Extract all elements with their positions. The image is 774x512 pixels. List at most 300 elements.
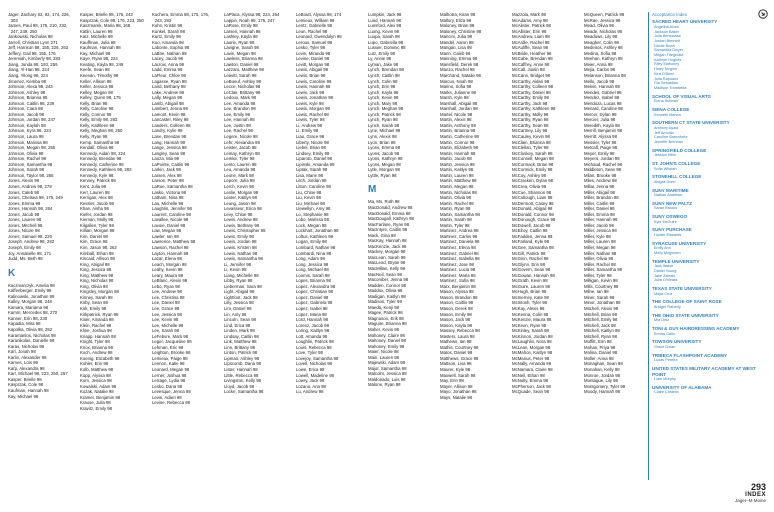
- index-entry: Mendoza, Lucas 98: [584, 100, 622, 106]
- index-entry: Kiser, Amanda 98: [80, 317, 114, 323]
- college-group: [652, 174, 764, 184]
- index-entry: Lombardi, Nina 98: [296, 250, 332, 256]
- index-entry: Johnson, Ashley 98: [8, 89, 46, 95]
- index-entry: James, Paul 98, 175, 210, 232, 247, 249, 250: [8, 23, 68, 34]
- index-entry: Martinez, Gabriel 98: [440, 250, 479, 256]
- index-entry: Louis, Rebecca 98: [296, 344, 332, 350]
- index-entry: Lind, Erica 98: [224, 322, 251, 328]
- index-entry: Martinez, Jose 98: [440, 261, 474, 267]
- college-name: SCHOOL OF VISUAL ARTS: [652, 93, 711, 99]
- index-entry: Levin, Miranda 98: [296, 50, 331, 56]
- index-entry: Lyons, Emma 98: [368, 145, 401, 151]
- index-entry: Levitt, Morgan 98: [296, 61, 330, 67]
- index-entry: Meredith, Kayla 98: [584, 122, 620, 128]
- index-entry: Lewis, Caroline 98: [296, 78, 332, 84]
- index-entry: King, Matthew 98: [80, 272, 114, 278]
- index-entry: LeSage, Lydia 98: [152, 378, 186, 384]
- index-entry: Lopez, Daniel 98: [296, 294, 329, 300]
- college-name: TONI & GUY HAIRDRESSING ACADEMY: [652, 326, 740, 332]
- index-entry: Kohler, Erin 98: [80, 361, 109, 367]
- index-entry: Mandel, Aaron 98: [440, 39, 474, 45]
- college-group: [652, 94, 764, 104]
- index-entry: Martin, Olivia 98: [440, 195, 472, 201]
- index-entry: Leavitt, Sarah 98: [224, 73, 257, 79]
- college-name: SPRINGFIELD COLLEGE: [652, 147, 707, 153]
- index-entry: Kirkpatrick, Ryan 98: [80, 311, 119, 317]
- index-entry: Ly, Annie 98: [368, 56, 392, 62]
- student-name: Lucas Pereira: [654, 358, 678, 363]
- index-entry: Lane, Brendan 98: [152, 134, 187, 140]
- index-entry: Johnson, Sarah 98: [8, 167, 45, 173]
- index-entry: Maloney, Christine 98: [440, 28, 482, 34]
- index-entry: Lewis, Samantha 98: [224, 256, 263, 262]
- index-entry: Molina, Daniel 98: [584, 350, 618, 356]
- index-entry: Lloyd, Jacob 98: [224, 383, 255, 389]
- student-name: Madison Trombetta: [654, 85, 687, 90]
- index-entry: Kennedy, Brendan 98: [80, 156, 122, 162]
- index-entry: McCaffrey, Anne 98: [512, 61, 550, 67]
- index-entry: Judd, Ms. Beth 98: [8, 256, 43, 262]
- index-entry: Larkin, Jack 98: [152, 167, 181, 173]
- index-entry: Karamanlos, Nicholas 98: [8, 332, 56, 338]
- index-entry: Lewis, Jonathan 98: [296, 95, 334, 101]
- index-entry: Jiang, Yilong 98, 224: [8, 73, 48, 79]
- index-entry: Lopes, Brianna 98: [296, 278, 331, 284]
- index-entry: Kalinowski, Jonathan 98: [8, 293, 55, 299]
- index-entry: Marcus, Noah 98: [440, 78, 473, 84]
- index-entry: Martin, Ryan 98: [440, 206, 471, 212]
- index-entry: Karanikolas, Danielle 98: [8, 338, 55, 344]
- index-entry: Lewis, Emily 98: [224, 233, 254, 239]
- index-entry: Li, Emily 98: [296, 128, 319, 134]
- index-entry: Maloney, Brian 98: [440, 23, 475, 29]
- index-entry: Malone, Ryan 98: [368, 382, 401, 388]
- index-entry: Klein, Rachel 98: [80, 322, 112, 328]
- index-entry: Michaud, Rachel 98: [584, 161, 622, 167]
- index-entry: Lorenz, Jacob 98: [296, 322, 329, 328]
- index-entry: Lee, Amanda 98: [224, 100, 256, 106]
- index-entry: Lunsford, Alex 98: [368, 23, 402, 29]
- index-entry: Johnson, Laura 98: [8, 134, 44, 140]
- index-entry: Merrill, Benjamin 98: [584, 128, 622, 134]
- index-entry: Jones, Caleb 98: [8, 189, 40, 195]
- index-entry: Lewis, Rachel 98: [296, 111, 329, 117]
- college-name: THE OHIO STATE UNIVERSITY: [652, 312, 719, 318]
- index-entry: Jarrell, Christian Lynn 271: [8, 39, 58, 45]
- index-entry: Koch, Andrew 98: [80, 350, 113, 356]
- index-entry: Melvin, Hannah 98: [584, 84, 620, 90]
- index-entry: McKenzie, Maura 98: [512, 317, 552, 323]
- index-entry: Lewis, Christopher 98: [224, 228, 266, 234]
- index-entry: Kim, Jason 98, 262: [80, 244, 117, 250]
- student-name: Kenneth Mahon: [654, 112, 681, 117]
- index-entry: Mason, Caitlin 98: [440, 300, 474, 306]
- index-entry: King, Olivia 98: [80, 283, 108, 289]
- index-entry: Litton, Caroline 98: [296, 183, 331, 189]
- index-entry: MacDougall, Kathryn 98: [368, 216, 414, 222]
- index-entry: Martinez, Maria 98: [440, 272, 476, 278]
- index-entry: Lee, Justin 98: [224, 122, 251, 128]
- student-name: Kira O'Brien: [654, 71, 675, 76]
- index-entry: Johnson, Brianna 98: [8, 95, 48, 101]
- student-name: Julia O'Meara: [654, 278, 678, 283]
- student-name: Kyle McGuire: [654, 219, 677, 224]
- index-entry: Lin, Amy 98: [224, 311, 247, 317]
- index-entry: Lecce, Nicholas 98: [224, 84, 261, 90]
- index-entry: Luong, Kevin 98: [368, 28, 400, 34]
- index-entry: Kiefer, Jordan 98: [80, 211, 113, 217]
- index-entry: Laurie, Ryan 98: [224, 39, 255, 45]
- index-entry: Lopez, Isabel 98: [296, 305, 328, 311]
- index-entry: Labonte, Sophia 98: [152, 45, 190, 51]
- index-entry: McCabe, Brendan 98: [512, 56, 553, 62]
- student-name: Hunter Edwards: [654, 233, 682, 238]
- index-entry: Jones, Hannah 98, 264: [8, 206, 53, 212]
- index-entry: Johnson, Kaylah 98: [8, 122, 46, 128]
- index-entry: Lawler, Ian 98: [152, 233, 179, 239]
- index-entry: McQuade, Sean 98: [512, 389, 550, 395]
- college-name: THE COLLEGE OF SAINT ROSE: [652, 299, 722, 305]
- index-entry: Katlin, Lauren 98: [80, 28, 113, 34]
- index-entry: Miller, Rachel 98: [584, 261, 616, 267]
- index-entry: McDowell, Jacob 98: [512, 222, 551, 228]
- index-entry: Martin, Catherine 98: [440, 134, 479, 140]
- index-entry: McAdams, Amy 98: [512, 17, 548, 23]
- index-entry: Monroe, Jordan 98: [584, 372, 621, 378]
- student-name: Bridget Flaherty: [654, 305, 681, 310]
- index-entry: McDonald, Abigail 98: [512, 206, 553, 212]
- index-entry: McKinnon, Jordan 98: [512, 333, 553, 339]
- index-entry: Lyons, Megan 98: [368, 161, 401, 167]
- index-entry: Lytle, Morgan 98: [368, 167, 400, 173]
- index-entry: Kelly, Kathleen 98: [80, 122, 115, 128]
- index-entry: Lepore, Julia 98: [224, 178, 255, 184]
- student-name: Liam Murphy: [654, 377, 676, 382]
- index-entry: Mitchell, Brian 98: [584, 311, 617, 317]
- index-entry: Monahan, Kelly 98: [584, 367, 620, 372]
- index-entry: Leger, Jacqueline 98: [152, 339, 192, 345]
- college-group: [652, 299, 764, 309]
- index-entry: Lobo, Marissa 98: [296, 217, 329, 223]
- index-entry: Maeda, Kenji 98: [368, 304, 400, 310]
- index-entry: Lewis, Jack 98: [296, 89, 325, 95]
- index-entry: LaPointe, Caitlin 98: [152, 161, 190, 167]
- index-column: [584, 12, 650, 482]
- index-entry: Mason, Brandon 98: [440, 294, 478, 300]
- index-entry: Jones, Alexis 98: [8, 178, 40, 184]
- index-entry: Jeremiah, Kimberly 98, 283: [8, 56, 61, 62]
- index-entry: Johnson, Caitlin 98, 239: [8, 100, 55, 106]
- index-entry: Martin, Connor 98: [440, 139, 475, 145]
- index-entry: MacIntyre, Caitlin 98: [368, 227, 408, 233]
- index-entry: LeBoeuf, Ashley 98: [224, 78, 262, 84]
- index-entry: McCarthy, Aidan 98: [512, 78, 550, 84]
- student-name: Abigail Dunn: [654, 179, 676, 184]
- student-name: Daniel Young: [654, 269, 677, 274]
- index-entry: Liparoto, Daniel 98: [296, 156, 333, 162]
- college-name: SUNY NEW PALTZ: [652, 200, 693, 206]
- student-name: Nathan Andrews: [654, 193, 682, 198]
- college-name: SOUTHERN CT STATE UNIVERSITY: [652, 120, 730, 126]
- student-name: Claire Costello: [654, 390, 679, 395]
- index-entry: Mohan, Priya 98: [584, 344, 616, 350]
- student-name: Julia Benincasa: [654, 34, 681, 39]
- index-entry: McQueen, Patrick 98: [584, 12, 625, 17]
- index-entry: Levine, Daniel 98: [296, 56, 330, 62]
- index-entry: McFarland, Kyle 98: [512, 239, 550, 245]
- student-name: Sofia Whelan: [654, 166, 677, 171]
- index-entry: Johnson, Jordan 98, 247: [8, 117, 56, 123]
- index-entry: Loughlin, Patrick 98: [296, 339, 334, 345]
- index-entry: McCarthy, Sean 98: [512, 122, 549, 128]
- index-entry: Milan, Brooke 98: [584, 172, 617, 178]
- index-entry: Martel, Nicole 98: [440, 111, 473, 117]
- index-entry: Kerrigan, Alex 98: [80, 195, 113, 201]
- index-entry: Martin, Matthew 98: [440, 178, 477, 184]
- student-name: Jennifer Brennan: [654, 139, 683, 144]
- index-entry: Martin, Jessica 98: [440, 161, 475, 167]
- index-entry: Mitchell, Kaitlyn 98: [584, 328, 620, 334]
- index-entry: Lewis, Kristen 98: [224, 244, 257, 250]
- college-group: [652, 259, 764, 283]
- index-entry: Liebel, Brian 98: [296, 145, 326, 151]
- index-entry: Killian, Morgan 98: [80, 228, 115, 234]
- index-entry: McAllister, Erin 98: [512, 28, 547, 34]
- student-name: Riley Mahoney: [654, 62, 680, 67]
- index-column: [512, 12, 578, 482]
- index-entry: McCarthy, Jack 98: [512, 100, 548, 106]
- index-entry: Mann, Caleb 98: [440, 50, 471, 56]
- index-entry: Maurer, Kyle 98: [440, 367, 471, 372]
- index-entry: Lightfoot, Jack 98: [224, 294, 258, 300]
- college-group: [652, 107, 764, 117]
- index-entry: Law, Megan 98: [152, 228, 182, 234]
- index-entry: Lawson, Rachel 98: [152, 244, 189, 250]
- index-entry: Miller, Abigail 98: [584, 189, 616, 195]
- index-entry: Lewis, Jordan 98: [224, 239, 257, 245]
- index-entry: McCullough, Liam 98: [512, 195, 553, 201]
- index-entry: McCarthy, Molly 98: [512, 111, 549, 117]
- index-entry: Johnson, Olivia 98: [8, 150, 44, 156]
- index-entry: Kendall, Olivia 98: [80, 145, 114, 151]
- index-entry: Ledoux, Mark 98: [224, 95, 257, 101]
- index-entry: Lieberman, Sara 98: [224, 283, 262, 289]
- index-entry: Lester, Kaitlyn 98: [224, 195, 257, 201]
- index-entry: Lacroix, Anna 98: [152, 61, 185, 67]
- index-entry: Lee, Christina 98: [152, 294, 185, 300]
- index-entry: Lee, Rachel 98: [224, 128, 253, 134]
- index-entry: Lussier, Dominic 98: [368, 45, 406, 51]
- index-entry: Meyers, Jordan 98: [584, 156, 620, 162]
- index-entry: Lynch, Caitlin 98: [368, 73, 400, 79]
- index-entry: Lally, Megan 98: [152, 95, 183, 101]
- index-entry: Levin, Adam 98: [152, 394, 182, 400]
- index-entry: Kelly, Ryan 98: [80, 134, 108, 140]
- index-entry: Jones, Samuel 98, 220: [8, 233, 52, 239]
- index-entry: Leung, Jason 98: [224, 200, 256, 206]
- index-entry: Madigan, Kaitlyn 98: [368, 293, 406, 299]
- index-entry: Krause, Julia 98: [80, 400, 111, 406]
- index-entry: Luopa, Sarah 98: [368, 34, 400, 40]
- index-entry: Kasprzak, Cole 98, 176, 223, 250: [80, 17, 144, 23]
- index-entry: Langley, Sean 98: [152, 150, 186, 156]
- index-entry: Johnson, Jacob 98: [8, 111, 45, 117]
- index-entry: Maldonado, Luis 98: [368, 376, 406, 382]
- index-entry: Light, Abigail 98: [224, 289, 255, 295]
- index-entry: Martinez, Daniela 98: [440, 239, 480, 245]
- index-entry: Kuhn, Kristin 98: [152, 23, 183, 29]
- index-entry: Mattson, Lisa 98: [440, 361, 472, 367]
- college-name: UNIVERSITY OF ALABAMA: [652, 384, 712, 390]
- index-entry: Lynch, Kayla 98: [368, 89, 399, 95]
- index-entry: Main, Lauren 98: [368, 354, 400, 360]
- index-entry: Massey, Rebecca 98: [440, 328, 480, 334]
- college-group: [652, 188, 764, 198]
- index-entry: McGinn, Rachel 98: [512, 256, 549, 262]
- index-entry: McDermott, Casey 98: [512, 200, 554, 206]
- index-entry: Manzo, Rachel 98: [440, 67, 475, 73]
- index-entry: Mead, Olivia 98: [584, 23, 614, 29]
- index-entry: Meier, Anna 98: [584, 61, 613, 67]
- college-group: [652, 326, 764, 336]
- index-entry: McCarthy, Ryan 98: [512, 117, 549, 123]
- index-entry: Khan, Aisha 98: [80, 206, 109, 212]
- index-entry: Lazzaro, Matthew 98: [224, 67, 264, 73]
- index-entry: Mathis, Courtney 98: [440, 344, 479, 350]
- index-entry: Linden, Mark 98: [224, 328, 255, 334]
- index-entry: Lovell, Nicholas 98: [296, 361, 333, 367]
- index-entry: Lynch, Meghan 98: [368, 106, 404, 112]
- index-entry: Lavin, Megan 98: [224, 50, 256, 56]
- index-entry: Lavigne, Sarah 98: [224, 45, 259, 51]
- index-entry: Karl, Jonah 98: [8, 349, 36, 355]
- index-entry: Miller, Nathan 98: [584, 250, 617, 256]
- index-entry: McCoy, Ashley 98: [512, 172, 547, 178]
- index-entry: MacMillan, Kelly 98: [368, 265, 406, 271]
- index-entry: Merritt, Alyssa 98: [584, 134, 617, 140]
- index-entry: Lott, Amanda 98: [296, 333, 328, 339]
- index-entry: Korn, Jessica 98: [80, 378, 112, 384]
- index-entry: Ladd, Emma 98: [152, 67, 183, 73]
- college-group: [652, 241, 764, 256]
- index-entry: LaFleur, Chloe 98: [152, 73, 186, 79]
- index-entry: Kaye, Ryan 98, 224: [80, 56, 118, 62]
- index-entry: Liberty, Nicole 98: [296, 139, 329, 145]
- index-entry: Lynn, Alexis 98: [368, 134, 397, 140]
- page-number: 293: [750, 482, 766, 492]
- index-entry: Kaczmarczyk, Amelia 98: [8, 282, 55, 288]
- index-entry: Legere, Nicole 98: [224, 134, 258, 140]
- student-name: Gia Sebastian: [654, 81, 678, 86]
- index-entry: Lang, Hannah 98: [152, 139, 185, 145]
- index-entry: Kamm, Mercedes 98, 270: [8, 310, 58, 316]
- index-entry: Leslie, Morgan 98: [224, 189, 259, 195]
- index-entry: McInerney, Kate 98: [512, 294, 549, 300]
- index-entry: Kennedy, Kathleen 98, 283: [80, 167, 132, 173]
- index-entry: Kim, Daniel 98: [80, 233, 108, 239]
- index-entry: Maguire, Brianna 98: [368, 321, 407, 327]
- college-name: SYRACUSE UNIVERSITY: [652, 240, 707, 246]
- index-entry: McCracken, Dylan 98: [512, 178, 554, 184]
- index-entry: Leahy, Kevin 98: [152, 267, 183, 273]
- index-entry: Loring, Kaitlyn 98: [296, 328, 330, 334]
- index-entry: Mahoney, Emily 98: [368, 343, 405, 349]
- student-name: Sarah Brooks: [654, 206, 678, 211]
- index-entry: McDonald, Connor 98: [512, 211, 554, 217]
- index-column: [440, 12, 506, 482]
- index-entry: Lo, Stephanie 98: [296, 211, 329, 217]
- index-entry: McGee, Samantha 98: [512, 244, 554, 250]
- index-entry: Leone, Mark 98: [224, 172, 254, 178]
- index-entry: McConnell, Megan 98: [512, 156, 554, 162]
- index-entry: McKenna, Colin 98: [512, 311, 549, 317]
- index-entry: Keefe, Sean 98: [80, 67, 110, 73]
- index-entry: McMahon, Kaitlyn 98: [512, 350, 553, 356]
- index-entry: Lake, Andrew 98: [152, 89, 185, 95]
- index-entry: Mallory, Eliza 98: [440, 17, 472, 23]
- index-entry: Lasko, Victoria 98: [152, 189, 187, 195]
- index-entry: Masters, Laura 98: [440, 333, 475, 339]
- index-entry: Kuo, Amanda 98: [152, 39, 184, 45]
- index-entry: Miller, Jessica 98: [584, 228, 617, 234]
- index-entry: MacDonald, Emma 98: [368, 210, 411, 216]
- index-entry: King, Jessica 98: [80, 267, 112, 273]
- index-entry: Mitchell, Jack 98: [584, 322, 616, 328]
- index-entry: Larsen, Hannah 98: [224, 28, 261, 34]
- index-entry: Long, Adam 98: [296, 256, 325, 262]
- index-entry: Lyon, Brian 98: [368, 139, 396, 145]
- index-entry: Jiang, Yi-Han 98, 224: [8, 67, 50, 73]
- index-entry: Lilly, Jessica 98: [224, 300, 254, 306]
- index-entry: LaPlaca, Alyssa 98, 224, 264: [224, 12, 280, 17]
- index-entry: Johnson, Megan 98, 255: [8, 145, 56, 151]
- index-entry: Lentz, Gabrielle 98: [296, 23, 333, 29]
- index-entry: Lindsey, Emily 98: [296, 150, 330, 156]
- index-entry: Miller, Olivia 98: [584, 256, 614, 262]
- index-entry: Lemieux, William 98: [296, 17, 335, 23]
- index-entry: Lipman, Ashley 98: [224, 355, 260, 361]
- index-entry: Mancini, Julia 98: [440, 34, 473, 40]
- index-entry: Moller, Anna 98: [584, 355, 614, 361]
- index-entry: Lynch, Colin 98: [368, 78, 398, 84]
- index-entry: Lyttle, Ryan 98: [368, 172, 397, 178]
- index-entry: Jones, Nicole 98: [8, 228, 40, 234]
- index-entry: Lopez, Christian 98: [296, 289, 334, 295]
- index-entry: McManus, Peter 98: [512, 355, 550, 361]
- index-entry: Martin, Brianna 98: [440, 128, 476, 134]
- index-entry: McGowan, Hannah 98: [512, 272, 555, 278]
- index-entry: Marino, Sofia 98: [440, 84, 472, 90]
- index-entry: Kent, Julia 98: [80, 183, 107, 189]
- index-entry: Marchand, Natalie 98: [440, 73, 481, 79]
- index-entry: Levasseur, Erica 98: [224, 206, 262, 212]
- index-entry: Lavallee, Nicole 98: [152, 217, 189, 223]
- index-entry: Lumpkin, Jack 98: [368, 12, 402, 17]
- index-entry: LaBrie, Nathan 98: [152, 50, 187, 56]
- index-entry: Lu, Andrew 98: [296, 389, 324, 395]
- index-entry: Libby, Ryan 98: [224, 278, 253, 284]
- index-entry: Lee, Hannah 98: [224, 117, 255, 123]
- index-entry: Johnson, Samantha 98: [8, 161, 53, 167]
- index-entry: Lowell, Madeline 98: [296, 372, 334, 378]
- index-entry: Mansfield, Derek 98: [440, 61, 479, 67]
- index-entry: Majewski, Adam 98: [368, 360, 406, 366]
- index-entry: Medina, Sofia 98: [584, 50, 617, 56]
- college-group: [652, 19, 764, 90]
- index-entry: Knapp, Hannah 98: [80, 333, 116, 339]
- index-entry: Jimenez, Kemba 98: [8, 78, 46, 84]
- index-entry: Lee, Andrew 98: [152, 289, 182, 295]
